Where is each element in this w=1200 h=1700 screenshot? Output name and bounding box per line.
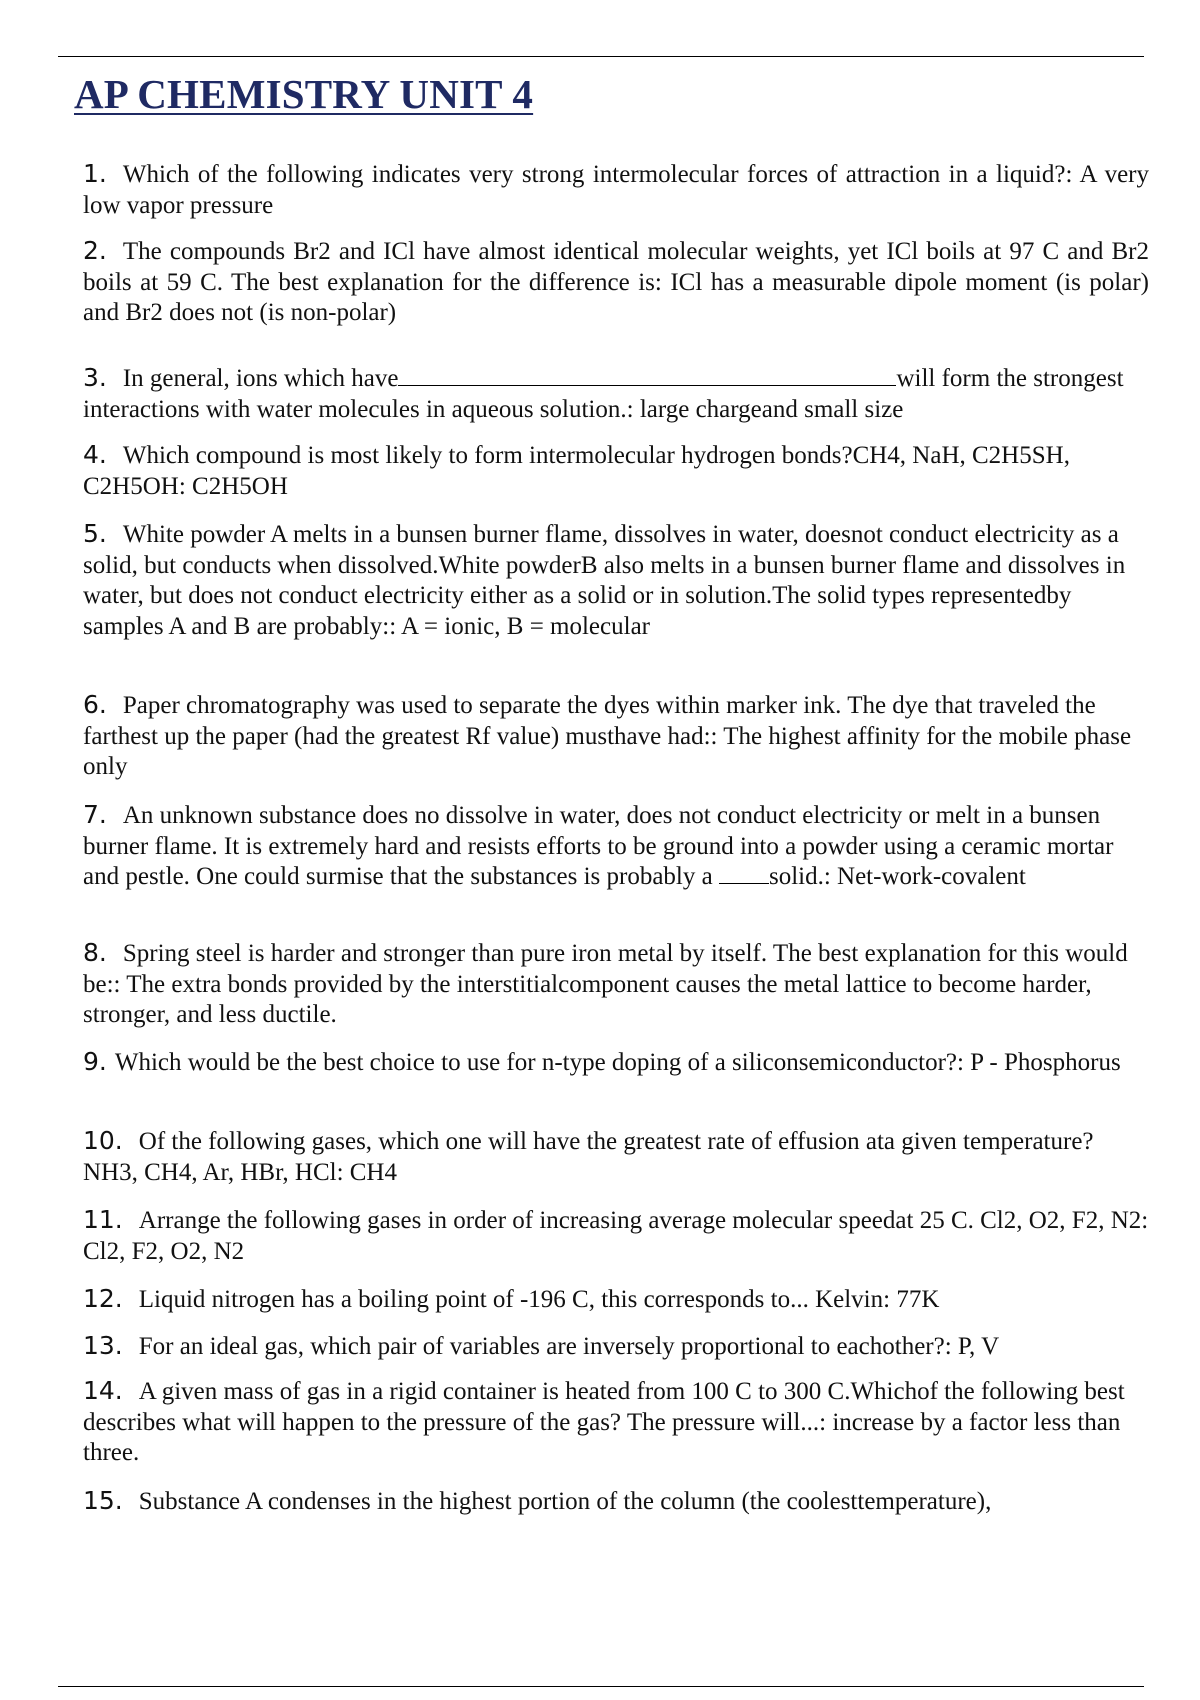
question-8 bbox=[83, 938, 1149, 1031]
question-number: 2. bbox=[83, 236, 107, 265]
question-text-before: In general, ions which have bbox=[122, 365, 399, 392]
question-text: For an ideal gas, which pair of variables are inversely proportional to eachother?: P, V bbox=[138, 1333, 1000, 1360]
question-number: 4. bbox=[83, 440, 107, 469]
question-text-before: An unknown substance does no dissolve in water, does not conduct electricity or melt in a bunsen burner flame. It is extremely hard and resists efforts to be ground into a powder using a ceramic mortar and pestle. One could surmise that the substances is probably a bbox=[83, 802, 1114, 890]
question-14 bbox=[83, 1376, 1149, 1469]
question-3 bbox=[83, 363, 1149, 425]
question-4 bbox=[83, 440, 1149, 502]
question-15 bbox=[83, 1486, 1149, 1518]
question-number: 11. bbox=[83, 1205, 123, 1234]
question-11 bbox=[83, 1205, 1149, 1267]
top-rule bbox=[58, 56, 1144, 57]
question-number: 8. bbox=[83, 938, 107, 967]
question-5 bbox=[83, 519, 1149, 642]
question-number: 5. bbox=[83, 519, 107, 548]
answer-blank bbox=[398, 384, 896, 386]
question-12 bbox=[83, 1284, 1149, 1316]
question-text-after: solid.: Net-work-covalent bbox=[768, 863, 1026, 890]
question-number: 1. bbox=[83, 159, 107, 188]
question-1 bbox=[83, 159, 1149, 221]
question-2 bbox=[83, 236, 1149, 329]
question-number: 12. bbox=[83, 1284, 123, 1313]
question-text: Which of the following indicates very strong intermolecular forces of attraction in a liquid?: A very low vapor pressure bbox=[83, 161, 1149, 219]
question-9 bbox=[83, 1047, 1149, 1079]
question-7 bbox=[83, 800, 1149, 893]
question-text: Of the following gases, which one will have the greatest rate of effusion ata given temperature? NH3, CH4, Ar, HBr, HCl: CH4 bbox=[83, 1128, 1094, 1186]
question-text: Liquid nitrogen has a boiling point of -196 C, this corresponds to... Kelvin: 77K bbox=[138, 1286, 940, 1313]
page-title: AP CHEMISTRY UNIT 4 bbox=[74, 71, 534, 117]
question-text: Substance A condenses in the highest portion of the column (the coolesttemperature), bbox=[138, 1488, 992, 1515]
question-text: A given mass of gas in a rigid container is heated from 100 C to 300 C.Whichof the following best describes what will happen to the pressure of the gas? The pressure will...: increase by a factor less than three. bbox=[83, 1378, 1125, 1466]
question-text: Which compound is most likely to form intermolecular hydrogen bonds?CH4, NaH, C2H5SH, C2H5OH: C2H5OH bbox=[83, 442, 1070, 500]
question-number: 13. bbox=[83, 1331, 123, 1360]
question-text: Spring steel is harder and stronger than pure iron metal by itself. The best explanation for this would be:: The extra bonds provided by the interstitialcomponent causes the metal lattice to become harder, stronger, and less ductile. bbox=[83, 940, 1128, 1028]
question-text: Paper chromatography was used to separate the dyes within marker ink. The dye that traveled the farthest up the paper (had the greatest Rf value) musthave had:: The highest affinity for the mobile phase only bbox=[83, 692, 1132, 780]
question-6 bbox=[83, 690, 1149, 783]
question-13 bbox=[83, 1331, 1149, 1363]
answer-blank bbox=[719, 882, 769, 884]
question-number: 6. bbox=[83, 690, 107, 719]
question-text: Which would be the best choice to use for n-type doping of a siliconsemiconductor?: P - Phosphorus bbox=[114, 1049, 1121, 1076]
question-number: 7. bbox=[83, 800, 107, 829]
question-text: Arrange the following gases in order of increasing average molecular speedat 25 C. Cl2, O2, F2, N2: Cl2, F2, O2, N2 bbox=[83, 1207, 1149, 1265]
question-number: 15. bbox=[83, 1486, 123, 1515]
question-10 bbox=[83, 1126, 1149, 1188]
question-text-after: will form the strongest interactions with water molecules in aqueous solution.: large chargeand small size bbox=[83, 365, 1124, 423]
question-number: 14. bbox=[83, 1376, 123, 1405]
question-number: 3. bbox=[83, 363, 107, 392]
question-text: White powder A melts in a bunsen burner flame, dissolves in water, doesnot conduct electricity as a solid, but conducts when dissolved.White powderB also melts in a bunsen burner flame and dissolves in water, but does not conduct electricity either as a solid or in solution.The solid types representedby samples A and B are probably:: A = ionic, B = molecular bbox=[83, 521, 1126, 640]
question-number: 9. bbox=[83, 1047, 107, 1076]
bottom-rule bbox=[58, 1686, 1144, 1687]
question-text: The compounds Br2 and ICl have almost identical molecular weights, yet ICl boils at 97 C and Br2 boils at 59 C. The best explanation for the difference is: ICl has a measurable dipole moment (is polar) and Br2 does not (is non-polar) bbox=[83, 238, 1149, 326]
question-number: 10. bbox=[83, 1126, 123, 1155]
